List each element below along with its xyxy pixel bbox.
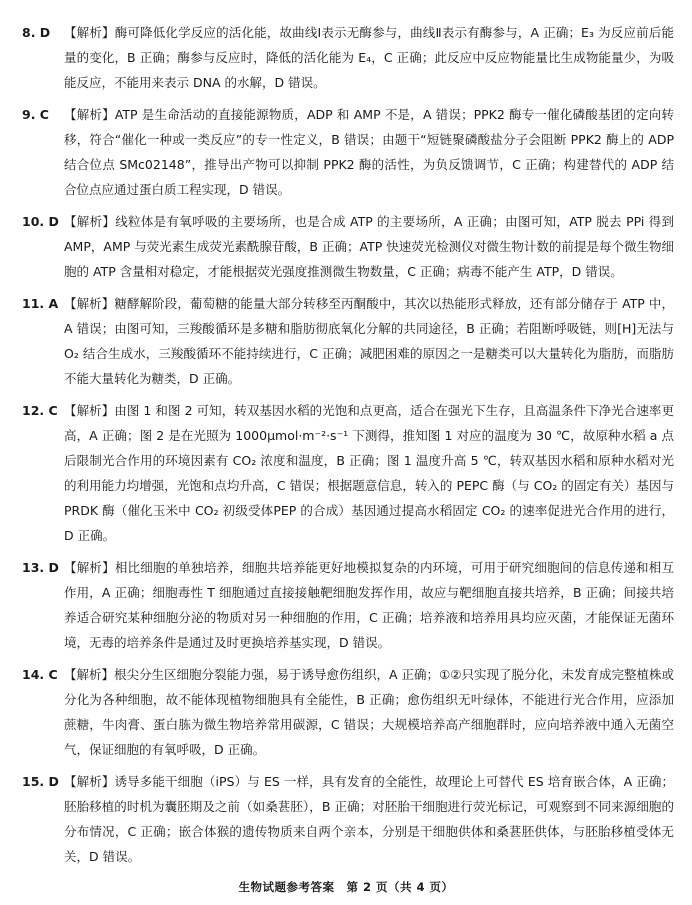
answer-explanation: 【解析】相比细胞的单独培养，细胞共培养能更好地模拟复杂的内环境，可用于研究细胞间的信息传递和相互作用，A 正确；细胞毒性 T 细胞通过直接接触靶细胞发挥作用，故应与靶细胞直接共培养，B 正确；间接共培养适合研究某种细胞分泌的物质对另一种细胞的作用，C 正确；培养液和培养用具均应灭菌，才能保证无菌环境，无毒的培养条件是通过及时更换培养基实现，D 错误。	[64, 560, 674, 650]
question-number: 14. C	[22, 667, 58, 682]
answer-entry-14	[22, 662, 674, 762]
question-number: 9. C	[22, 107, 49, 122]
question-number: 15. D	[22, 774, 59, 789]
answer-entry-8	[22, 20, 674, 95]
answer-explanation: 【解析】根尖分生区细胞分裂能力强，易于诱导愈伤组织，A 正确；①②只实现了脱分化，未发育成完整植株或分化为各种细胞，故不能体现植物细胞具有全能性，B 正确；愈伤组织无叶绿体，不能进行光合作用，应添加蔗糖，牛肉膏、蛋白胨为微生物培养常用碳源，C 错误；大规模培养高产细胞群时，应向培养液中通入无菌空气，保证细胞的有氧呼吸，D 正确。	[64, 667, 674, 757]
page-footer: 生物试题参考答案 第 2 页（共 4 页）	[238, 880, 454, 894]
question-number: 10. D	[22, 214, 59, 229]
answer-explanation: 【解析】糖酵解阶段，葡萄糖的能量大部分转移至丙酮酸中，其次以热能形式释放，还有部分储存于 ATP 中，A 错误；由图可知，三羧酸循环是多糖和脂肪彻底氧化分解的共同途径，B 正确；若阻断呼吸链，则[H]无法与 O₂ 结合生成水，三羧酸循环不能持续进行，C 正确；减肥困难的原因之一是糖类可以大量转化为脂肪，而脂肪不能大量转化为糖类，D 正确。	[64, 296, 674, 386]
question-number: 12. C	[22, 403, 58, 418]
answer-entry-13	[22, 555, 674, 655]
answer-explanation: 【解析】ATP 是生命活动的直接能源物质，ADP 和 AMP 不是，A 错误；PPK2 酶专一催化磷酸基团的定向转移，符合“催化一种或一类反应”的专一性定义，B 错误；由题干“短链聚磷酸盐分子会阻断 PPK2 酶上的 ADP 结合位点 SMc02148”，推导出产物可以抑制 PPK2 酶的活性，为负反馈调节，C 正确；构建替代的 ADP 结合位点应通过蛋白质工程实现，D 错误。	[64, 107, 674, 197]
answer-explanation: 【解析】诱导多能干细胞（iPS）与 ES 一样，具有发育的全能性，故理论上可替代 ES 培育嵌合体，A 正确；胚胎移植的时机为囊胚期及之前（如桑葚胚），B 正确；对胚胎干细胞进行荧光标记，可观察到不同来源细胞的分布情况，C 正确；嵌合体猴的遗传物质来自两个亲本，分别是干细胞供体和桑葚胚供体，与胚胎移植受体无关，D 错误。	[64, 774, 674, 864]
question-number: 8. D	[22, 25, 51, 40]
answer-entry-9	[22, 102, 674, 202]
answer-entry-11	[22, 291, 674, 391]
answer-entry-12	[22, 398, 674, 548]
question-number: 11. A	[22, 296, 59, 311]
answer-entry-10	[22, 209, 674, 284]
question-number: 13. D	[22, 560, 59, 575]
answer-explanation: 【解析】由图 1 和图 2 可知，转双基因水稻的光饱和点更高，适合在强光下生存，且高温条件下净光合速率更高，A 正确；图 2 是在光照为 1000μmol·m⁻²·s⁻¹ 下测得，推知图 1 对应的温度为 30 ℃，故原种水稻 a 点后限制光合作用的环境因素有 CO₂ 浓度和温度，B 正确；图 1 温度升高 5 ℃，转双基因水稻和原种水稻对光的利用能力均增强，光饱和点均升高，C 错误；根据题意信息，转入的 PEPC 酶（与 CO₂ 的固定有关）基因与 PRDK 酶（催化玉米中 CO₂ 初级受体PEP 的合成）基因通过提高水稻固定 CO₂ 的速率促进光合作用的进行，D 正确。	[64, 403, 674, 543]
answer-explanation: 【解析】酶可降低化学反应的活化能，故曲线Ⅰ表示无酶参与，曲线Ⅱ表示有酶参与，A 正确；E₃ 为反应前后能量的变化，B 正确；酶参与反应时，降低的活化能为 E₄，C 正确；此反应中反应物能量比生成物能量少，为吸能反应，不能用来表示 DNA 的水解，D 错误。	[64, 25, 674, 90]
answer-explanation: 【解析】线粒体是有氧呼吸的主要场所，也是合成 ATP 的主要场所，A 正确；由图可知，ATP 脱去 PPi 得到 AMP，AMP 与荧光素生成荧光素酰腺苷酸，B 正确；ATP 快速荧光检测仪对微生物计数的前提是每个微生物细胞的 ATP 含量相对稳定，才能根据荧光强度推测微生物数量，C 正确；病毒不能产生 ATP，D 错误。	[64, 214, 674, 279]
answer-entry-15	[22, 769, 674, 869]
